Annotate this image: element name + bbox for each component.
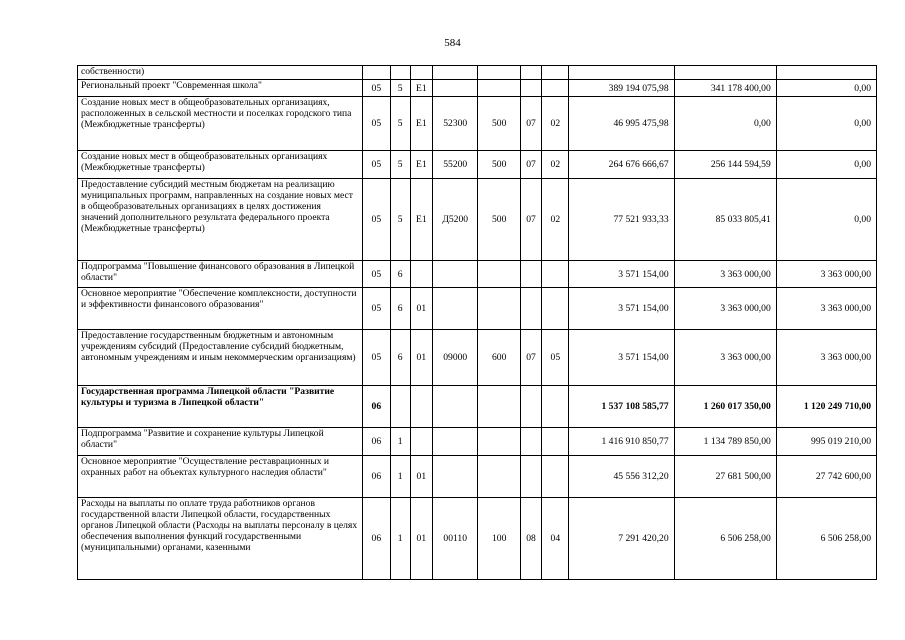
table-row [78, 330, 877, 386]
expense-type-cell: 600 [478, 330, 520, 386]
program-code-cell: 05 [363, 97, 390, 151]
program-code-cell: 06 [363, 428, 390, 456]
event-code-cell: E1 [410, 97, 432, 151]
section-cell: 08 [520, 498, 541, 580]
amount-year3-cell: 1 120 249 710,00 [776, 386, 876, 428]
subsection-cell [542, 456, 569, 498]
row-name-cell: Подпрограмма "Повышение финансового образования в Липецкой области" [78, 261, 363, 288]
row-name-cell: Создание новых мест в общеобразовательных организациях (Межбюджетные трансферты) [78, 151, 363, 179]
amount-year2-cell: 27 681 500,00 [674, 456, 776, 498]
subsection-cell: 04 [542, 498, 569, 580]
section-cell [520, 428, 541, 456]
section-cell [520, 456, 541, 498]
subprogram-code-cell: 6 [390, 261, 410, 288]
table-row [78, 386, 877, 428]
amount-year2-cell: 1 134 789 850,00 [674, 428, 776, 456]
table-row [78, 97, 877, 151]
page-number: 584 [444, 37, 461, 49]
direction-code-cell: Д5200 [432, 179, 478, 261]
subprogram-code-cell: 5 [390, 80, 410, 97]
subprogram-code-cell: 1 [390, 498, 410, 580]
amount-year1-cell: 1 416 910 850,77 [569, 428, 674, 456]
row-name-cell: Региональный проект "Современная школа" [78, 80, 363, 97]
direction-code-cell [432, 456, 478, 498]
section-cell [520, 261, 541, 288]
section-cell [520, 80, 541, 97]
direction-code-cell: 55200 [432, 151, 478, 179]
table-row [78, 179, 877, 261]
event-code-cell: E1 [410, 151, 432, 179]
section-cell [520, 386, 541, 428]
expense-type-cell [478, 66, 520, 80]
amount-year3-cell: 27 742 600,00 [776, 456, 876, 498]
amount-year1-cell: 77 521 933,33 [569, 179, 674, 261]
program-code-cell: 05 [363, 288, 390, 330]
event-code-cell [410, 386, 432, 428]
table-row [78, 456, 877, 498]
amount-year3-cell [776, 66, 876, 80]
program-code-cell: 06 [363, 498, 390, 580]
amount-year1-cell: 7 291 420,20 [569, 498, 674, 580]
subsection-cell: 02 [542, 179, 569, 261]
subsection-cell [542, 80, 569, 97]
subsection-cell: 02 [542, 151, 569, 179]
event-code-cell: 01 [410, 330, 432, 386]
event-code-cell [410, 66, 432, 80]
section-cell: 07 [520, 330, 541, 386]
subsection-cell [542, 261, 569, 288]
direction-code-cell: 52300 [432, 97, 478, 151]
table-row [78, 80, 877, 97]
program-code-cell: 06 [363, 456, 390, 498]
subprogram-code-cell: 1 [390, 428, 410, 456]
table-row [78, 66, 877, 80]
subsection-cell [542, 428, 569, 456]
row-name-cell: Государственная программа Липецкой области "Развитие культуры и туризма в Липецкой области" [78, 386, 363, 428]
direction-code-cell: 00110 [432, 498, 478, 580]
expense-type-cell [478, 456, 520, 498]
event-code-cell: E1 [410, 80, 432, 97]
row-name-cell: Создание новых мест в общеобразовательных организациях, расположенных в сельской местности и поселках городского типа (Межбюджетные трансферты) [78, 97, 363, 151]
amount-year1-cell: 45 556 312,20 [569, 456, 674, 498]
table-row [78, 288, 877, 330]
row-name-cell: Основное мероприятие "Обеспечение комплексности, доступности и эффективности финансового образования" [78, 288, 363, 330]
amount-year2-cell: 3 363 000,00 [674, 261, 776, 288]
amount-year2-cell: 0,00 [674, 97, 776, 151]
amount-year1-cell [569, 66, 674, 80]
amount-year3-cell: 0,00 [776, 179, 876, 261]
direction-code-cell [432, 80, 478, 97]
amount-year3-cell: 0,00 [776, 97, 876, 151]
amount-year1-cell: 1 537 108 585,77 [569, 386, 674, 428]
table-row [78, 261, 877, 288]
amount-year3-cell: 6 506 258,00 [776, 498, 876, 580]
amount-year3-cell: 0,00 [776, 80, 876, 97]
amount-year1-cell: 3 571 154,00 [569, 330, 674, 386]
amount-year3-cell: 995 019 210,00 [776, 428, 876, 456]
expense-type-cell [478, 428, 520, 456]
event-code-cell: 01 [410, 288, 432, 330]
table-row [78, 151, 877, 179]
amount-year2-cell: 341 178 400,00 [674, 80, 776, 97]
section-cell [520, 66, 541, 80]
program-code-cell [363, 66, 390, 80]
subprogram-code-cell: 5 [390, 97, 410, 151]
section-cell: 07 [520, 151, 541, 179]
subsection-cell [542, 66, 569, 80]
direction-code-cell [432, 386, 478, 428]
amount-year1-cell: 3 571 154,00 [569, 261, 674, 288]
amount-year2-cell: 85 033 805,41 [674, 179, 776, 261]
amount-year3-cell: 0,00 [776, 151, 876, 179]
amount-year1-cell: 3 571 154,00 [569, 288, 674, 330]
event-code-cell [410, 261, 432, 288]
row-name-cell: собственности) [78, 66, 363, 80]
expense-type-cell: 500 [478, 97, 520, 151]
subprogram-code-cell [390, 386, 410, 428]
section-cell: 07 [520, 97, 541, 151]
program-code-cell: 05 [363, 80, 390, 97]
row-name-cell: Предоставление субсидий местным бюджетам на реализацию муниципальных программ, направленных на создание новых мест в общеобразовательных организациях в целях достижения значений дополнительного результата федерального проекта (Межбюджетные трансферты) [78, 179, 363, 261]
amount-year2-cell [674, 66, 776, 80]
direction-code-cell [432, 66, 478, 80]
expense-type-cell: 500 [478, 179, 520, 261]
amount-year1-cell: 46 995 475,98 [569, 97, 674, 151]
program-code-cell: 06 [363, 386, 390, 428]
direction-code-cell: 09000 [432, 330, 478, 386]
expense-type-cell [478, 80, 520, 97]
event-code-cell: E1 [410, 179, 432, 261]
amount-year1-cell: 264 676 666,67 [569, 151, 674, 179]
direction-code-cell [432, 288, 478, 330]
section-cell [520, 288, 541, 330]
subprogram-code-cell: 6 [390, 288, 410, 330]
table-row [78, 498, 877, 580]
subprogram-code-cell: 1 [390, 456, 410, 498]
amount-year2-cell: 3 363 000,00 [674, 288, 776, 330]
direction-code-cell [432, 428, 478, 456]
table-row [78, 428, 877, 456]
event-code-cell: 01 [410, 456, 432, 498]
subsection-cell: 05 [542, 330, 569, 386]
section-cell: 07 [520, 179, 541, 261]
row-name-cell: Подпрограмма "Развитие и сохранение культуры Липецкой области" [78, 428, 363, 456]
expense-type-cell [478, 288, 520, 330]
expense-type-cell [478, 261, 520, 288]
amount-year3-cell: 3 363 000,00 [776, 288, 876, 330]
subsection-cell [542, 386, 569, 428]
program-code-cell: 05 [363, 151, 390, 179]
amount-year2-cell: 3 363 000,00 [674, 330, 776, 386]
subsection-cell [542, 288, 569, 330]
row-name-cell: Основное мероприятие "Осуществление реставрационных и охранных работ на объектах культурного наследия области" [78, 456, 363, 498]
expense-type-cell: 100 [478, 498, 520, 580]
amount-year2-cell: 6 506 258,00 [674, 498, 776, 580]
row-name-cell: Предоставление государственным бюджетным и автономным учреждениям субсидий (Предоставление субсидий бюджетным, автономным учреждениям и иным некоммерческим организациям) [78, 330, 363, 386]
subprogram-code-cell: 6 [390, 330, 410, 386]
expense-type-cell [478, 386, 520, 428]
amount-year2-cell: 256 144 594,59 [674, 151, 776, 179]
amount-year2-cell: 1 260 017 350,00 [674, 386, 776, 428]
event-code-cell: 01 [410, 498, 432, 580]
amount-year3-cell: 3 363 000,00 [776, 330, 876, 386]
subprogram-code-cell: 5 [390, 151, 410, 179]
expense-type-cell: 500 [478, 151, 520, 179]
amount-year1-cell: 389 194 075,98 [569, 80, 674, 97]
subprogram-code-cell: 5 [390, 179, 410, 261]
table-body [78, 66, 877, 580]
program-code-cell: 05 [363, 261, 390, 288]
program-code-cell: 05 [363, 179, 390, 261]
subsection-cell: 02 [542, 97, 569, 151]
budget-table [77, 65, 877, 580]
amount-year3-cell: 3 363 000,00 [776, 261, 876, 288]
event-code-cell [410, 428, 432, 456]
subprogram-code-cell [390, 66, 410, 80]
program-code-cell: 05 [363, 330, 390, 386]
direction-code-cell [432, 261, 478, 288]
row-name-cell: Расходы на выплаты по оплате труда работников органов государственной власти Липецкой области, государственных органов Липецкой области (Расходы на выплаты персоналу в целях обеспечения выполнения функций государственными (муниципальными) органами, казенными [78, 498, 363, 580]
